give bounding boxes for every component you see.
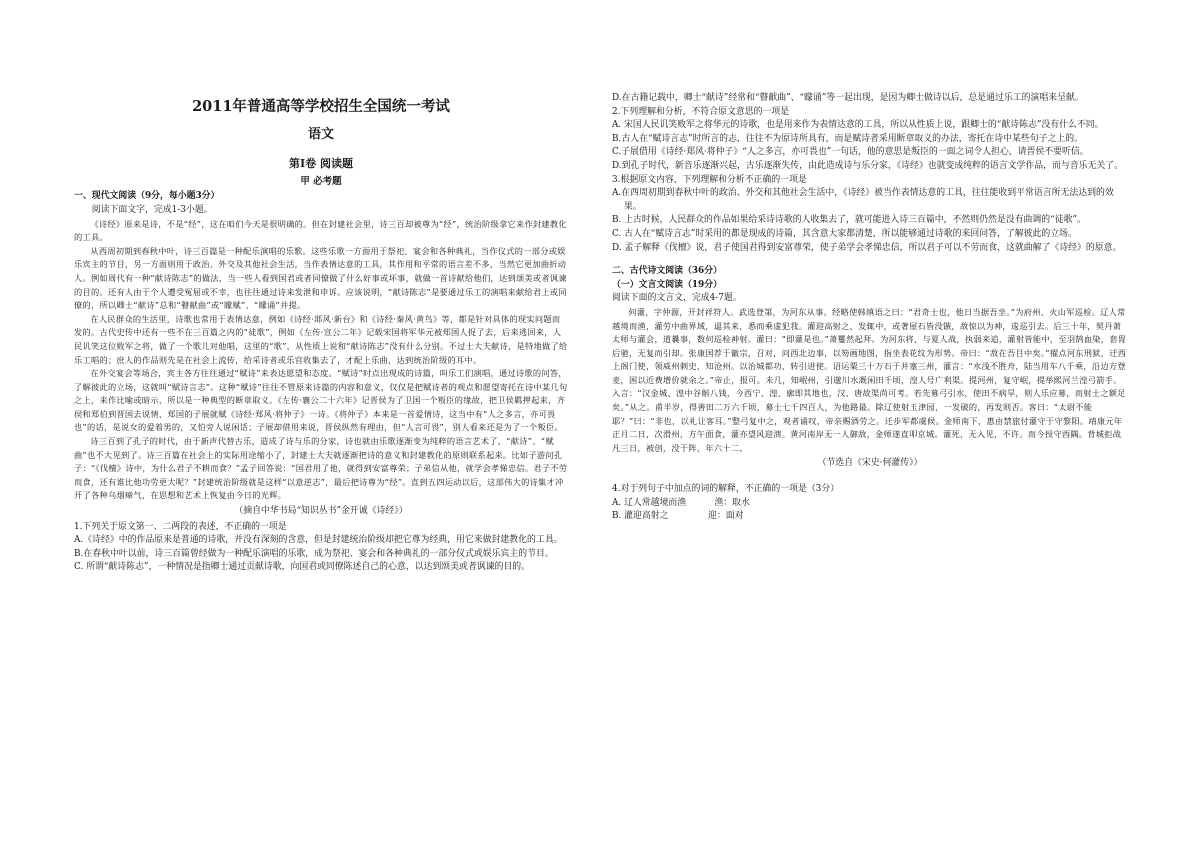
question-1-option-d: D.在古籍记载中，卿士“献诗”经常和“瞽献曲”、“矇诵”等一起出现，是因为卿士做诗以后，总是通过乐工的演唱来呈献。 [612, 93, 1084, 103]
question-2-option-d: D.到孔子时代，新音乐逐渐兴起，古乐逐渐失传，由此造成诗与乐分家，《诗经》也就变成纯粹的语言文学作品，而与音乐无关了。 [612, 160, 1124, 171]
exam-title: 2011年普通高等学校招生全国统一考试 [192, 98, 450, 115]
passage-source: （摘自中华书局“知识丛书”金开诚《诗经》） [234, 506, 408, 517]
passage-paragraph: 从西周初期到春秋中叶，诗三百篇是一种配乐演唱的乐歌。这些乐歌一方面用于祭祀、宴会和各种典礼，当作仪式的一部分或娱乐宾主的节目，另一方面则用于政治、外交及其他社会生活，当作表情达意的工具，其作用和平常的语言差不多，当然它更加曲折动人。例如周代有一种“献诗陈志”的做法，当一些人看到国君或者同僚做了什么好事或坏事，就做一首诗献给他们，达到颂美或者讽谏的目的。还有人由于个人遭受冤屈或不幸，也往往通过诗来发泄和申诉。应该说明，“献诗陈志”是要通过乐工的演唱来献给君上或同僚的，所以卿士“献诗”总和“瞽献曲”或“矇赋”、“矇诵”并提。 [74, 245, 567, 311]
question-2-stem: 2.下列理解和分析，不符合原文意思的一项是 [612, 106, 790, 117]
passage-paragraph: 《诗经》原来是诗，不是“经”，这在咱们今天是很明确的。但在封建社会里，诗三百却被尊为“经”，统治阶级拿它来作封建教化的工具。 [74, 218, 567, 243]
passage-paragraph: 在外交宴会等场合，宾主各方往往通过“赋诗”来表达愿望和态度。“赋诗”时点出现成的诗篇，叫乐工们演唱，通过诗歌的问答，了解彼此的立场，这就叫“赋诗言志”。这种“赋诗”往往不管原来诗篇的内容和意义，仅仅是把赋诗者的观点和愿望寄托在诗中某几句之上，来作比喻或暗示，所以是一种典型的断章取义。《左传·襄公二十六年》记晋侯为了卫国一个叛臣的缘故，把卫侯羁押起来，齐侯和郑伯到晋国去说情，郑国的子展就赋《诗经·郑风·将仲子》一诗。《将仲子》本来是一首爱情诗，这当中有“人之多言，亦可畏也”的话，是说女的爱着男的，又怕旁人说闲话；子展却借用来说，晋侯纵然有理由，但“人言可畏”，别人看来还是为了一个叛臣。 [74, 368, 568, 433]
exam-sub-heading: 甲 必考题 [300, 175, 342, 187]
left-column [74, 88, 568, 575]
right-column [612, 92, 1128, 524]
question-4-option-b: B. 灌迎高射之 迎：面对 [612, 511, 744, 522]
question-2-option-c: C.子展借用《诗经·郑风·将仲子》“人之多言，亦可畏也”一句话，他的意思是叛臣的一面之词令人担心，请晋侯不要听信。 [612, 147, 1089, 158]
question-3-option-d: D. 孟子解释《伐檀》说，君子使国君得到安富尊荣，使子弟学会孝悌忠信，所以君子可以不劳而食，这就曲解了《诗经》的原意。 [612, 242, 1122, 253]
question-2-option-b: B.古人在“赋诗言志”时所言的志，往往不为原诗所具有，而是赋诗者采用断章取义的办法，寄托在诗中某些句子之上的。 [612, 133, 1084, 144]
question-2-option-a: A. 宋国人民讥笑败军之将华元的诗歌，也是用来作为表情达意的工具，所以从性质上说，跟卿士的“献诗陈志”没有什么不同。 [612, 120, 1104, 131]
exam-part-heading: 第Ⅰ卷 阅读题 [289, 157, 353, 171]
question-1-option-c: C. 所谓“献诗陈志”，一种情况是指卿士通过贡献诗歌，向国君或同僚陈述自己的心意，以达到颂美或者讽谏的目的。 [74, 562, 531, 573]
section-2-subheading: （一）文言文阅读（19分） [612, 279, 722, 290]
question-1-option-b: B.在春秋中叶以前，诗三百篇曾经做为一种配乐演唱的乐歌，成为祭祀、宴会和各种典礼的一部分仪式或娱乐宾主的节目。 [74, 548, 554, 559]
question-1-option-a: A.《诗经》中的作品原来是普通的诗歌，并没有深刻的含意，但是封建统治阶级却把它尊为经典，用它来做封建教化的工具。 [74, 535, 563, 546]
question-4-option-a: A. 辽人常越境而渔 渔：取水 [612, 497, 750, 508]
question-3-option-a: A.在西周初期到春秋中叶的政治、外交和其他社会生活中，《诗经》被当作表情达意的工具，往往能收到平常语言所无法达到的效果。 [612, 188, 1114, 212]
question-4-stem: 4.对于列句子中加点的词的解释，不正确的一项是（3分） [612, 484, 840, 495]
section-2-heading: 二、古代诗文阅读（36分） [612, 266, 722, 277]
question-3-option-c: C. 古人在“赋诗言志”时采用的都是现成的诗篇，其含意大家都清楚，所以能够通过诗歌的来回问答，了解彼此的立场。 [612, 228, 1077, 239]
classical-source: （节选自《宋史·何灌传》） [817, 458, 923, 469]
question-3-stem: 3.根据原文内容，下列理解和分析不正确的一项是 [612, 174, 807, 185]
exam-subject: 语文 [307, 126, 334, 142]
section-2-instruction: 阅读下面的文言文，完成4-7题。 [612, 293, 742, 304]
question-1-stem: 1.下列关于原文第一、二两段的表述，不正确的一项是 [74, 521, 287, 532]
passage-paragraph: 诗三百到了孔子的时代，由于新声代替古乐，造成了诗与乐的分家，诗也就由乐歌逐渐变为纯粹的语言艺术了，“献诗”、“赋曲”也不大见到了。诗三百篇在社会上的实际用途缩小了，封建士大夫就逐渐把诗的意义和封建教化的原则联系起来。比如子游问孔子：“《伐檀》诗中，为什么君子不耕而食？”孟子回答说：“国君用了他，就得到安富尊荣；子弟信从他，就学会孝悌忠信。君子不劳而食，还有谁比他功劳更大呢？”封建统治阶级就是这样“以意逆志”，最后把诗尊为“经”。直到五四运动以后，这部伟大的诗集才冲开了各种乌烟瘴气，在思想和艺术上恢复由今日的光辉。 [74, 436, 568, 501]
passage-paragraph: 在人民群众的生活里，诗歌也常用于表情达意，例如《诗经·邶风·新台》和《诗经·秦风·黄鸟》等，都是针对具体的现实问题而发的。古代史传中还有一些不在三百篇之内的“徒歌”，例如《左传·宣公二年》记载宋国将军华元被郑国人捉了去，后来逃回来，人民讥笑这位败军之将，做了一个歌儿对他唱，这里的“歌”，从性质上说和“献诗陈志”没有什么分别。不过士大夫献诗，是特地做了给乐工唱的；庶人的作品则先是在社会上流传，给采诗者或乐官收集去了，才配上乐曲，达到统治阶级的耳中。 [74, 313, 568, 365]
section-1-instruction: 阅读下面文字，完成1-3小题。 [91, 204, 213, 215]
section-1-heading: 一、现代文阅读（9分，每小题3分） [74, 191, 220, 202]
classical-passage: 何灌，字仲源，开封祥符人。武选登第，为河东从事。经略使韩缜语之曰：“君奇士也，他日当据吾坐。”为府州、火山军巡检。辽人常越境而渔，灌劳中曲界域，逼其来，悉而乘虚犯我。灌迎高射之，发辄中，或著屋石皆没镞，敌惊以为神，逡巡引去。后三十年，契丹萧太师与灌会，道曩事，数何巡检神射。灌曰：“即灌是也。”萧矍然起拜。为河东将，与夏人战，执弱来追，灌射皆能中，至羽鹄血染，套胄后驰，无复而引却。张康国荐于徽宗，召对，问西北边事，以笏画地图，指坐表花纹为形势。帝曰：“敌在吾目中矣。”擢点河东刑狱，迁西上阁门使，领威州刺史，知沧州。以治城都功，转引进使。诏运粟三十万石于并塞三州，灌言：“水浅不胜舟，陆当用车八千乘，沿边方登麦，困以近费增价就余之。”帝止，报可。未几，知岷州，引邈川水溉闲田千顷，湟人号广利渠。提河州，复守岷，提举熙河兰湟弓箭手。入言：“汉金城、湟中谷斛八钱，今西宁、湟、廓即其地也，汉、唐故渠尚可考。若先募弓引水，使田不病旱，则人乐应募，而射士之额足矣。”从之。甫半岁，得善田二万六千顷，募士七千四百人，为他路最。除辽使射玉津园，一发破的，再发则否。客曰：“太尉不能耶？”曰：“非也，以礼让客耳。”整弓复中之，观者诵叹，帝亲赐酒劳之。迁步军都虞候。金师南下，惠由禁旅付灌守于守黎阳。靖康元年正月二日，次滑州，方午面食，灌亦望风迎溃。黄河南岸无一人御敌，金师遂直叩京城。灌死，无入见，不许。而今授守西隅。背城拒战凡三日，被创，没于阵，年六十二。 [612, 306, 1127, 453]
question-3-option-b: B. 上古时候，人民群众的作品如果给采诗诗歌的人收集去了，就可能进入诗三百篇中，不然则仍然是没有曲调的“徒歌”。 [612, 215, 1086, 226]
